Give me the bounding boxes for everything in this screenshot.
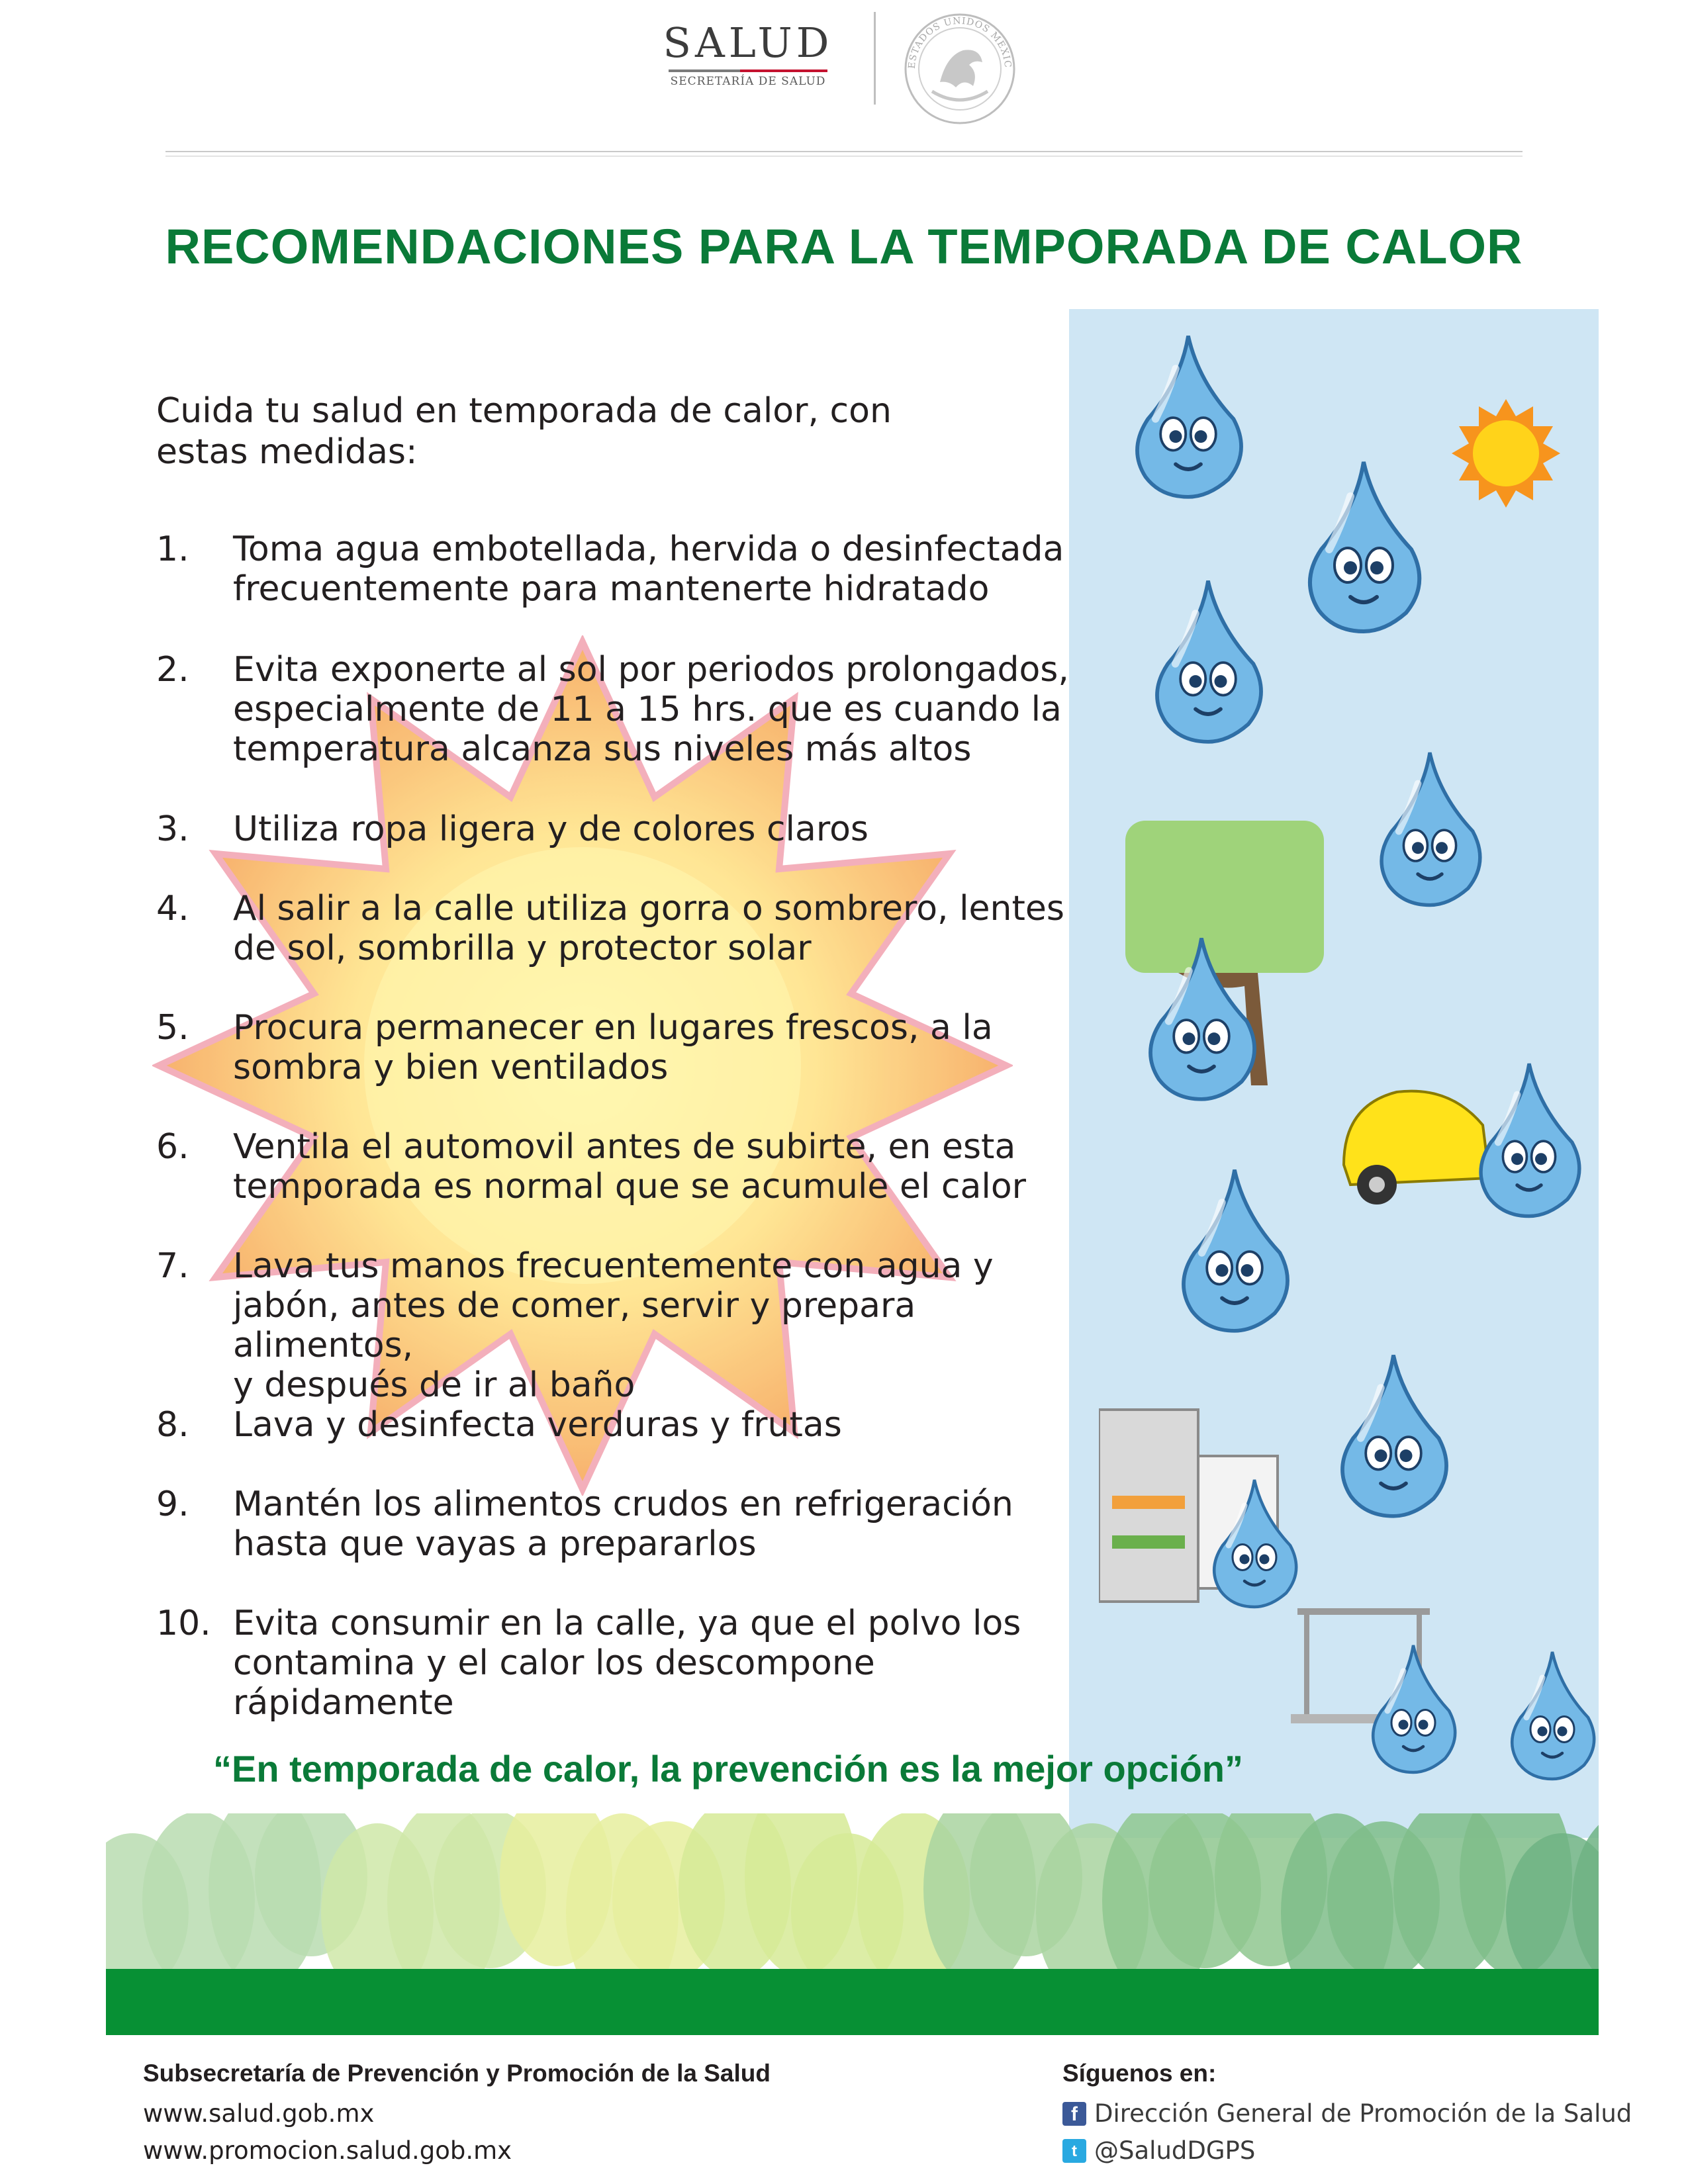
item-line: jabón, antes de comer, servir y prepara alimentos,	[233, 1286, 916, 1365]
item-line: Evita consumir en la calle, ya que el polvo los	[233, 1604, 1021, 1643]
small-sun-icon	[1450, 397, 1562, 510]
item-line: Lava y desinfecta verduras y frutas	[233, 1405, 842, 1445]
facebook-label: Dirección General de Promoción de la Salud	[1094, 2099, 1632, 2128]
water-drop-mascot-icon	[1297, 457, 1430, 635]
item-line: temperatura alcanza sus niveles más altos	[233, 729, 972, 769]
item-line: de sol, sombrilla y protector solar	[233, 929, 812, 968]
water-drop-mascot-icon	[1331, 1350, 1456, 1520]
item-number: 5.	[156, 1008, 189, 1048]
item-line: hasta que vayas a prepararlos	[233, 1524, 757, 1564]
water-drop-mascot-icon	[1364, 1641, 1463, 1776]
water-drop-mascot-icon	[1172, 1165, 1297, 1335]
footer-link-salud[interactable]: www.salud.gob.mx	[143, 2099, 375, 2128]
green-band	[106, 1969, 1599, 2035]
item-number: 6.	[156, 1127, 189, 1167]
item-number: 3.	[156, 809, 189, 849]
water-drop-mascot-icon	[1205, 1476, 1304, 1610]
logo-divider	[874, 12, 876, 105]
seal-text: ESTADOS UNIDOS MEXIC	[906, 15, 1013, 69]
item-line: Utiliza ropa ligera y de colores claros	[233, 809, 868, 849]
item-number: 8.	[156, 1405, 189, 1445]
mexican-seal-icon	[900, 9, 1019, 128]
footer-org: Subsecretaría de Prevención y Promoción de la Salud	[143, 2060, 771, 2087]
item-line: especialmente de 11 a 15 hrs. que es cuando la	[233, 690, 1062, 729]
item-line: y después de ir al baño	[233, 1365, 635, 1405]
intro-text: Cuida tu salud en temporada de calor, con estas medidas:	[156, 391, 892, 472]
header-rule	[165, 151, 1523, 157]
follow-label: Síguenos en:	[1062, 2060, 1217, 2087]
item-line: Toma agua embotellada, hervida o desinfectada	[233, 529, 1064, 569]
item-line: Lava tus manos frecuentemente con agua y	[233, 1246, 994, 1286]
twitter-label: @SaludDGPS	[1094, 2136, 1256, 2165]
logo-rule	[669, 69, 827, 72]
item-line: Ventila el automovil antes de subirte, en esta	[233, 1127, 1016, 1167]
item-number: 9.	[156, 1484, 189, 1524]
water-drop-mascot-icon	[1370, 748, 1489, 909]
twitter-link[interactable]	[1062, 2132, 1658, 2169]
page-title: RECOMENDACIONES PARA LA TEMPORADA DE CALOR	[165, 219, 1523, 274]
facebook-link[interactable]	[1062, 2095, 1658, 2132]
item-number: 1.	[156, 529, 189, 569]
facebook-icon: f	[1062, 2102, 1086, 2126]
water-drop-mascot-icon	[1145, 576, 1271, 746]
item-number: 10.	[156, 1604, 211, 1643]
logo-word: SALUD	[663, 19, 833, 67]
item-line: frecuentemente para mantenerte hidratado	[233, 569, 990, 609]
item-line: temporada es normal que se acumule el calor	[233, 1167, 1027, 1206]
water-drop-mascot-icon	[1139, 933, 1264, 1103]
bushes-illustration	[106, 1813, 1599, 1972]
slogan: “En temporada de calor, la prevención es la mejor opción”	[212, 1748, 1244, 1790]
item-line: sombra y bien ventilados	[233, 1048, 669, 1087]
item-line: Evita exponerte al sol por periodos prolongados,	[233, 650, 1069, 690]
salud-logo	[662, 19, 834, 88]
item-number: 4.	[156, 889, 189, 929]
item-number: 7.	[156, 1246, 189, 1286]
item-line: Al salir a la calle utiliza gorra o sombrero, lentes	[233, 889, 1064, 929]
footer-link-promocion[interactable]: www.promocion.salud.gob.mx	[143, 2136, 512, 2165]
footer-social	[1062, 2060, 1658, 2169]
item-line: contamina y el calor los descompone rápidamente	[233, 1643, 875, 1723]
twitter-icon: t	[1062, 2139, 1086, 2163]
item-number: 2.	[156, 650, 189, 690]
footer-contact	[143, 2060, 1004, 2169]
item-line: Mantén los alimentos crudos en refrigeración	[233, 1484, 1013, 1524]
water-drop-mascot-icon	[1125, 331, 1251, 501]
water-drop-mascot-icon	[1503, 1648, 1602, 1782]
item-line: Procura permanecer en lugares frescos, a la	[233, 1008, 993, 1048]
water-drop-mascot-icon	[1470, 1059, 1589, 1220]
logo-subtitle: SECRETARÍA DE SALUD	[670, 75, 826, 88]
